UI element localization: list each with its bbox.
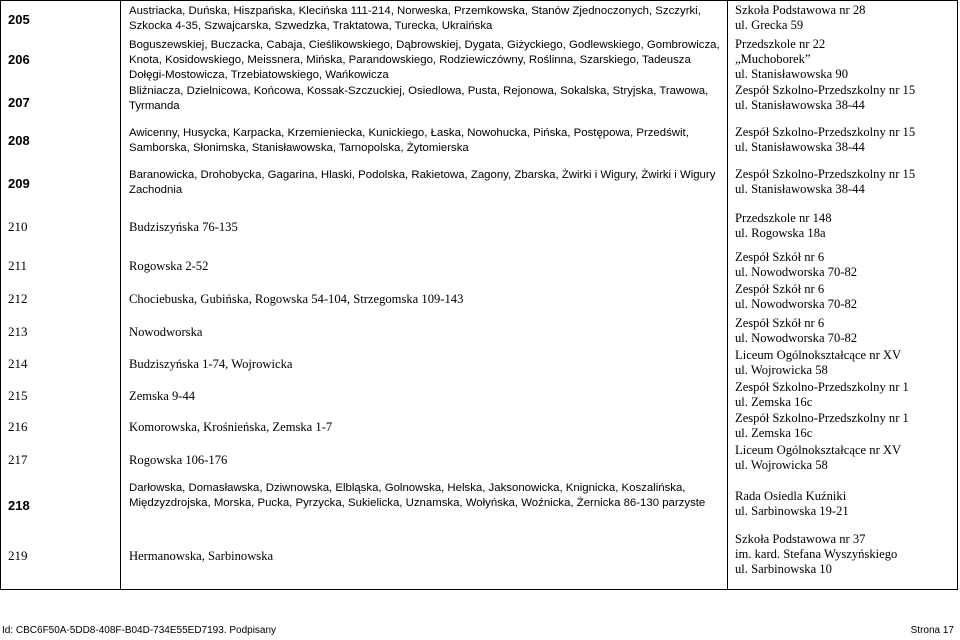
district-number: 207 xyxy=(8,95,30,110)
district-streets: Austriacka, Duńska, Hiszpańska, Klecińska 111-214, Norweska, Przemkowska, Stanów Zjednoczonych, Szczyrki, Szkocka 4-35, Szwajcarska, Szwedzka, Traktatowa, Turecka, Ukraińska xyxy=(129,5,701,32)
page-number: Strona 17 xyxy=(910,625,954,636)
district-streets: Budziszyńska 76-135 xyxy=(129,220,238,234)
district-streets: Chociebuska, Gubińska, Rogowska 54-104, Strzegomska 109-143 xyxy=(129,292,464,306)
column-divider-school xyxy=(727,0,728,590)
school-address: Zespół Szkolno-Przedszkolny nr 1 ul. Zemska 16c xyxy=(735,380,909,410)
district-streets: Komorowska, Krośnieńska, Zemska 1-7 xyxy=(129,420,333,434)
table-border-right xyxy=(957,0,958,590)
table-border-bottom xyxy=(0,589,957,590)
district-number: 212 xyxy=(8,291,28,306)
school-address: Szkoła Podstawowa nr 28 ul. Grecka 59 xyxy=(735,3,866,33)
district-streets: Awicenny, Husycka, Karpacka, Krzemieniecka, Kunickiego, Łaska, Nowohucka, Pińska, Postępowa, Przedświt, Samborska, Słonimska, Stanisławowska, Tarnopolska, Żytomierska xyxy=(129,127,689,154)
district-number: 213 xyxy=(8,324,28,339)
district-number: 209 xyxy=(8,176,30,191)
district-streets: Nowodworska xyxy=(129,325,203,339)
district-number: 214 xyxy=(8,356,28,371)
column-divider-number xyxy=(120,0,121,590)
school-address: Zespół Szkół nr 6 ul. Nowodworska 70-82 xyxy=(735,316,858,346)
district-number: 217 xyxy=(8,452,28,467)
district-number: 215 xyxy=(8,388,28,403)
school-address: Zespół Szkolno-Przedszkolny nr 15 ul. Stanisławowska 38-44 xyxy=(735,125,916,155)
school-address: Rada Osiedla Kuźniki ul. Sarbinowska 19-21 xyxy=(735,489,849,519)
document-id: Id: CBC6F50A-5DD8-408F-B04D-734E55ED7193. Podpisany xyxy=(2,625,277,636)
district-streets: Darłowska, Domasławska, Dziwnowska, Elbląska, Golnowska, Helska, Jaksonowicka, Knignicka, Koszalińska, Międzyzdrojska, Morska, Pucka, Pyrzycka, Sukielicka, Uznamska, Wołyńska, Woźnicka, Żernicka 86-130 parzyste xyxy=(129,482,706,509)
school-address: Liceum Ogólnokształcące nr XV ul. Wojrowicka 58 xyxy=(735,443,902,473)
district-streets: Boguszewskiej, Buczacka, Cabaja, Cieślikowskiego, Dąbrowskiej, Dygata, Giżyckiego, Godlewskiego, Gombrowicza, Knota, Kosidowskiego, Meissnera, Mińska, Parandowskiego, Rodziewiczówny, Roślinna, Szarskiego, Tadeusza Dołęgi-Mostowicza, Trzebiatowskiego, Wańkowicza xyxy=(129,39,720,81)
page-footer xyxy=(0,624,960,638)
school-address: Przedszkole nr 148 ul. Rogowska 18a xyxy=(735,211,832,241)
school-address: Zespół Szkolno-Przedszkolny nr 15 ul. Stanisławowska 38-44 xyxy=(735,83,916,113)
district-streets: Hermanowska, Sarbinowska xyxy=(129,549,274,563)
school-address: Liceum Ogólnokształcące nr XV ul. Wojrowicka 58 xyxy=(735,348,902,378)
district-streets: Rogowska 106-176 xyxy=(129,453,228,467)
district-streets: Bliźniacza, Dzielnicowa, Końcowa, Kossak-Szczuckiej, Osiedlowa, Pusta, Rejonowa, Sokalska, Stryjska, Trawowa, Tyrmanda xyxy=(129,85,709,112)
district-number: 210 xyxy=(8,219,28,234)
district-number: 219 xyxy=(8,548,28,563)
table-border-top xyxy=(0,0,957,1)
school-address: Szkoła Podstawowa nr 37 im. kard. Stefana Wyszyńskiego ul. Sarbinowska 10 xyxy=(735,532,898,577)
school-address: Zespół Szkół nr 6 ul. Nowodworska 70-82 xyxy=(735,250,858,280)
school-address: Przedszkole nr 22 „Muchoborek” ul. Stanisławowska 90 xyxy=(735,37,848,82)
district-streets: Zemska 9-44 xyxy=(129,389,196,403)
district-number: 205 xyxy=(8,12,30,27)
school-address: Zespół Szkolno-Przedszkolny nr 1 ul. Zemska 16c xyxy=(735,411,909,441)
school-address: Zespół Szkolno-Przedszkolny nr 15 ul. Stanisławowska 38-44 xyxy=(735,167,916,197)
district-streets: Budziszyńska 1-74, Wojrowicka xyxy=(129,357,293,371)
district-number: 211 xyxy=(8,258,28,273)
district-number: 216 xyxy=(8,419,28,434)
district-streets: Baranowicka, Drohobycka, Gagarina, Hlaski, Podolska, Rakietowa, Zagony, Zbarska, Żwirki i Wigury, Żwirki i Wigury Zachodnia xyxy=(129,169,716,196)
district-streets: Rogowska 2-52 xyxy=(129,259,209,273)
district-number: 218 xyxy=(8,498,30,513)
school-address: Zespół Szkół nr 6 ul. Nowodworska 70-82 xyxy=(735,282,858,312)
district-number: 206 xyxy=(8,52,30,67)
district-number: 208 xyxy=(8,133,30,148)
